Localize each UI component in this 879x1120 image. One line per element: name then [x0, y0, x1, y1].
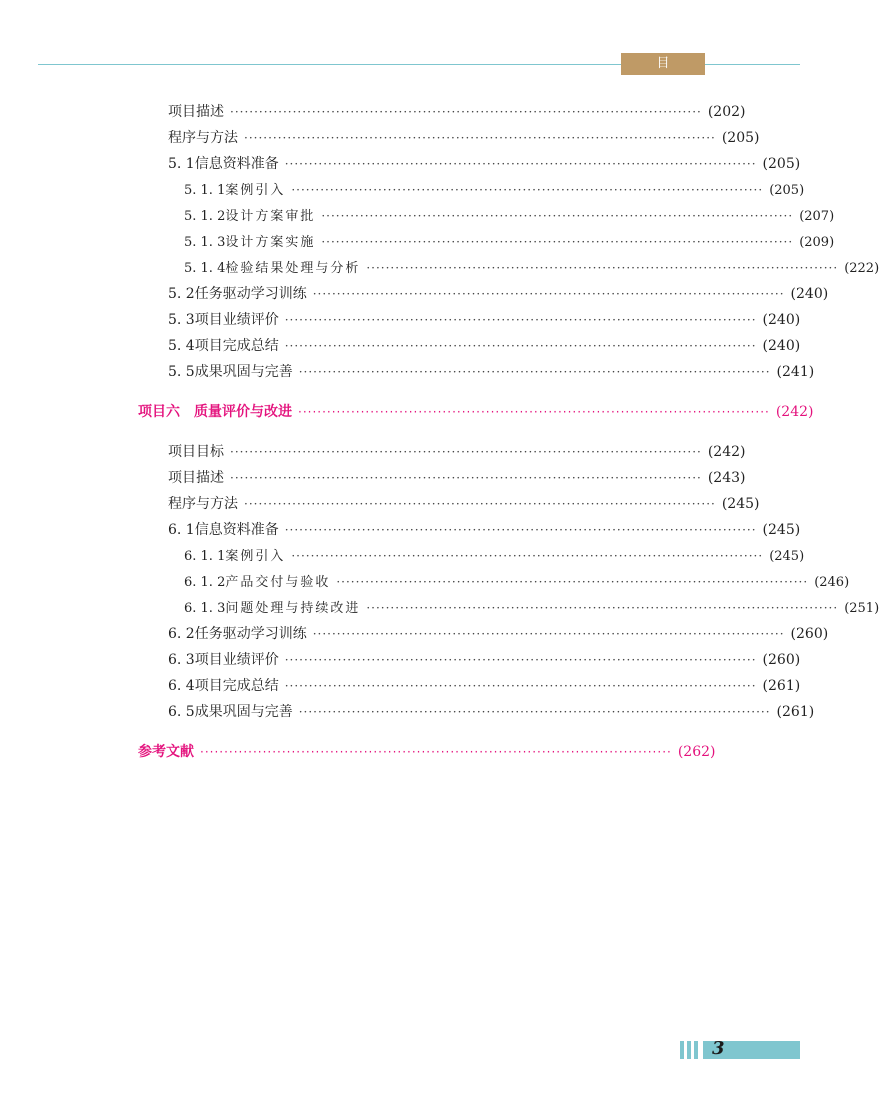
- dot-leader: ··································································································: [291, 183, 764, 197]
- entry-title: 成果巩固与完善: [194, 364, 293, 380]
- toc-entry[interactable]: [184, 257, 879, 279]
- entry-page: (202): [707, 104, 746, 120]
- toc-entry[interactable]: [168, 309, 801, 331]
- toc-entry[interactable]: [168, 335, 801, 357]
- entry-page: (205): [769, 183, 805, 198]
- entry-page: (222): [844, 261, 879, 276]
- toc-entry[interactable]: [184, 205, 835, 227]
- toc-entry[interactable]: [184, 597, 879, 619]
- toc-entry[interactable]: [168, 519, 801, 541]
- entry-number: 5. 1. 4: [184, 261, 226, 276]
- dot-leader: ··································································································: [284, 339, 757, 353]
- dot-leader: ··································································································: [230, 471, 702, 485]
- dot-leader: ··································································································: [366, 601, 839, 615]
- chapter-entry[interactable]: [138, 741, 716, 763]
- toc-entry[interactable]: [168, 467, 746, 489]
- entry-page: (260): [762, 652, 801, 668]
- entry-page: (260): [790, 626, 829, 642]
- entry-title: 项目完成总结: [194, 678, 279, 694]
- dot-leader: ··································································································: [284, 679, 757, 693]
- toc-entry[interactable]: [168, 675, 801, 697]
- entry-title: 项目目标: [168, 444, 224, 460]
- dot-leader: ··································································································: [321, 209, 794, 223]
- entry-title: 项目描述: [168, 104, 224, 120]
- entry-number: 6. 2: [168, 626, 195, 642]
- entry-title: 项目描述: [168, 470, 224, 486]
- entry-title: 信息资料准备: [194, 156, 279, 172]
- entry-title: 案例引入: [225, 183, 286, 198]
- entry-number: 6. 1: [168, 522, 195, 538]
- dot-leader: ··································································································: [312, 287, 785, 301]
- dot-leader: ··································································································: [284, 523, 757, 537]
- dot-leader: ··································································································: [336, 575, 809, 589]
- entry-title: 任务驱动学习训练: [194, 286, 307, 302]
- entry-page: (261): [762, 678, 801, 694]
- entry-title: 程序与方法: [168, 130, 238, 146]
- entry-number: 6. 3: [168, 652, 195, 668]
- entry-page: (240): [790, 286, 829, 302]
- entry-number: 5. 4: [168, 338, 195, 354]
- toc-entry[interactable]: [168, 283, 829, 305]
- dot-leader: ··································································································: [244, 497, 716, 511]
- entry-number: 6. 4: [168, 678, 195, 694]
- entry-page: (205): [762, 156, 801, 172]
- toc-entry[interactable]: [168, 153, 801, 175]
- toc-entry[interactable]: [168, 493, 760, 515]
- entry-title: 成果巩固与完善: [194, 704, 293, 720]
- toc-entry[interactable]: [168, 623, 829, 645]
- entry-page: (243): [707, 470, 746, 486]
- dot-leader: ··································································································: [200, 745, 672, 759]
- dot-leader: ··································································································: [284, 313, 757, 327]
- entry-title: 项目业绩评价: [194, 652, 279, 668]
- dot-leader: ··································································································: [244, 131, 716, 145]
- entry-number: 6. 1. 1: [184, 549, 226, 564]
- entry-page: (241): [776, 364, 815, 380]
- page-number: 3: [712, 1038, 725, 1059]
- dot-leader: ··································································································: [291, 549, 764, 563]
- dot-leader: ··································································································: [321, 235, 794, 249]
- entry-number: 6. 1. 2: [184, 575, 226, 590]
- dot-leader: ··································································································: [298, 405, 770, 419]
- entry-page: (251): [844, 601, 879, 616]
- chapter-title: 参考文献: [138, 744, 194, 760]
- entry-title: 信息资料准备: [194, 522, 279, 538]
- dot-leader: ··································································································: [298, 365, 771, 379]
- entry-number: 5. 1. 3: [184, 235, 226, 250]
- entry-number: 5. 1: [168, 156, 195, 172]
- entry-number: 5. 5: [168, 364, 195, 380]
- toc-entry[interactable]: [168, 127, 760, 149]
- entry-title: 项目业绩评价: [194, 312, 279, 328]
- chapter-title: 质量评价与改进: [194, 404, 292, 420]
- entry-page: (245): [762, 522, 801, 538]
- entry-title: 产品交付与验收: [225, 575, 331, 590]
- dot-leader: ··································································································: [298, 705, 771, 719]
- entry-number: 5. 1. 1: [184, 183, 226, 198]
- entry-title: 项目完成总结: [194, 338, 279, 354]
- toc-entry[interactable]: [168, 649, 801, 671]
- entry-page: (245): [769, 549, 805, 564]
- entry-page: (261): [776, 704, 815, 720]
- entry-number: 5. 1. 2: [184, 209, 226, 224]
- entry-page: (240): [762, 338, 801, 354]
- entry-page: (242): [707, 444, 746, 460]
- entry-title: 问题处理与持续改进: [225, 601, 361, 616]
- chapter-entry[interactable]: [138, 401, 814, 423]
- entry-title: 程序与方法: [168, 496, 238, 512]
- chapter-page: (242): [775, 404, 814, 420]
- dot-leader: ··································································································: [366, 261, 839, 275]
- entry-number: 5. 3: [168, 312, 195, 328]
- entry-number: 6. 1. 3: [184, 601, 226, 616]
- entry-title: 设计方案审批: [225, 209, 316, 224]
- toc-entry[interactable]: [184, 571, 850, 593]
- dot-leader: ··································································································: [230, 105, 702, 119]
- entry-page: (207): [799, 209, 835, 224]
- entry-page: (205): [721, 130, 760, 146]
- dot-leader: ··································································································: [284, 653, 757, 667]
- entry-number: 6. 5: [168, 704, 195, 720]
- toc-entry[interactable]: [168, 101, 746, 123]
- toc-entry[interactable]: [168, 361, 815, 383]
- section-tab: 目 录: [621, 53, 705, 75]
- dot-leader: ··································································································: [312, 627, 785, 641]
- entry-page: (246): [814, 575, 850, 590]
- dot-leader: ··································································································: [284, 157, 757, 171]
- entry-page: (240): [762, 312, 801, 328]
- entry-title: 任务驱动学习训练: [194, 626, 307, 642]
- toc-entry[interactable]: [184, 179, 805, 201]
- dot-leader: ··································································································: [230, 445, 702, 459]
- toc-entry[interactable]: [168, 441, 746, 463]
- entry-page: (209): [799, 235, 835, 250]
- entry-title: 检验结果处理与分析: [225, 261, 361, 276]
- toc-entry[interactable]: [184, 545, 805, 567]
- chapter-number: 项目六: [138, 404, 180, 420]
- entry-title: 案例引入: [225, 549, 286, 564]
- entry-page: (245): [721, 496, 760, 512]
- toc-entry[interactable]: [168, 701, 815, 723]
- toc-entry[interactable]: [184, 231, 835, 253]
- chapter-page: (262): [677, 744, 716, 760]
- entry-title: 设计方案实施: [225, 235, 316, 250]
- entry-number: 5. 2: [168, 286, 195, 302]
